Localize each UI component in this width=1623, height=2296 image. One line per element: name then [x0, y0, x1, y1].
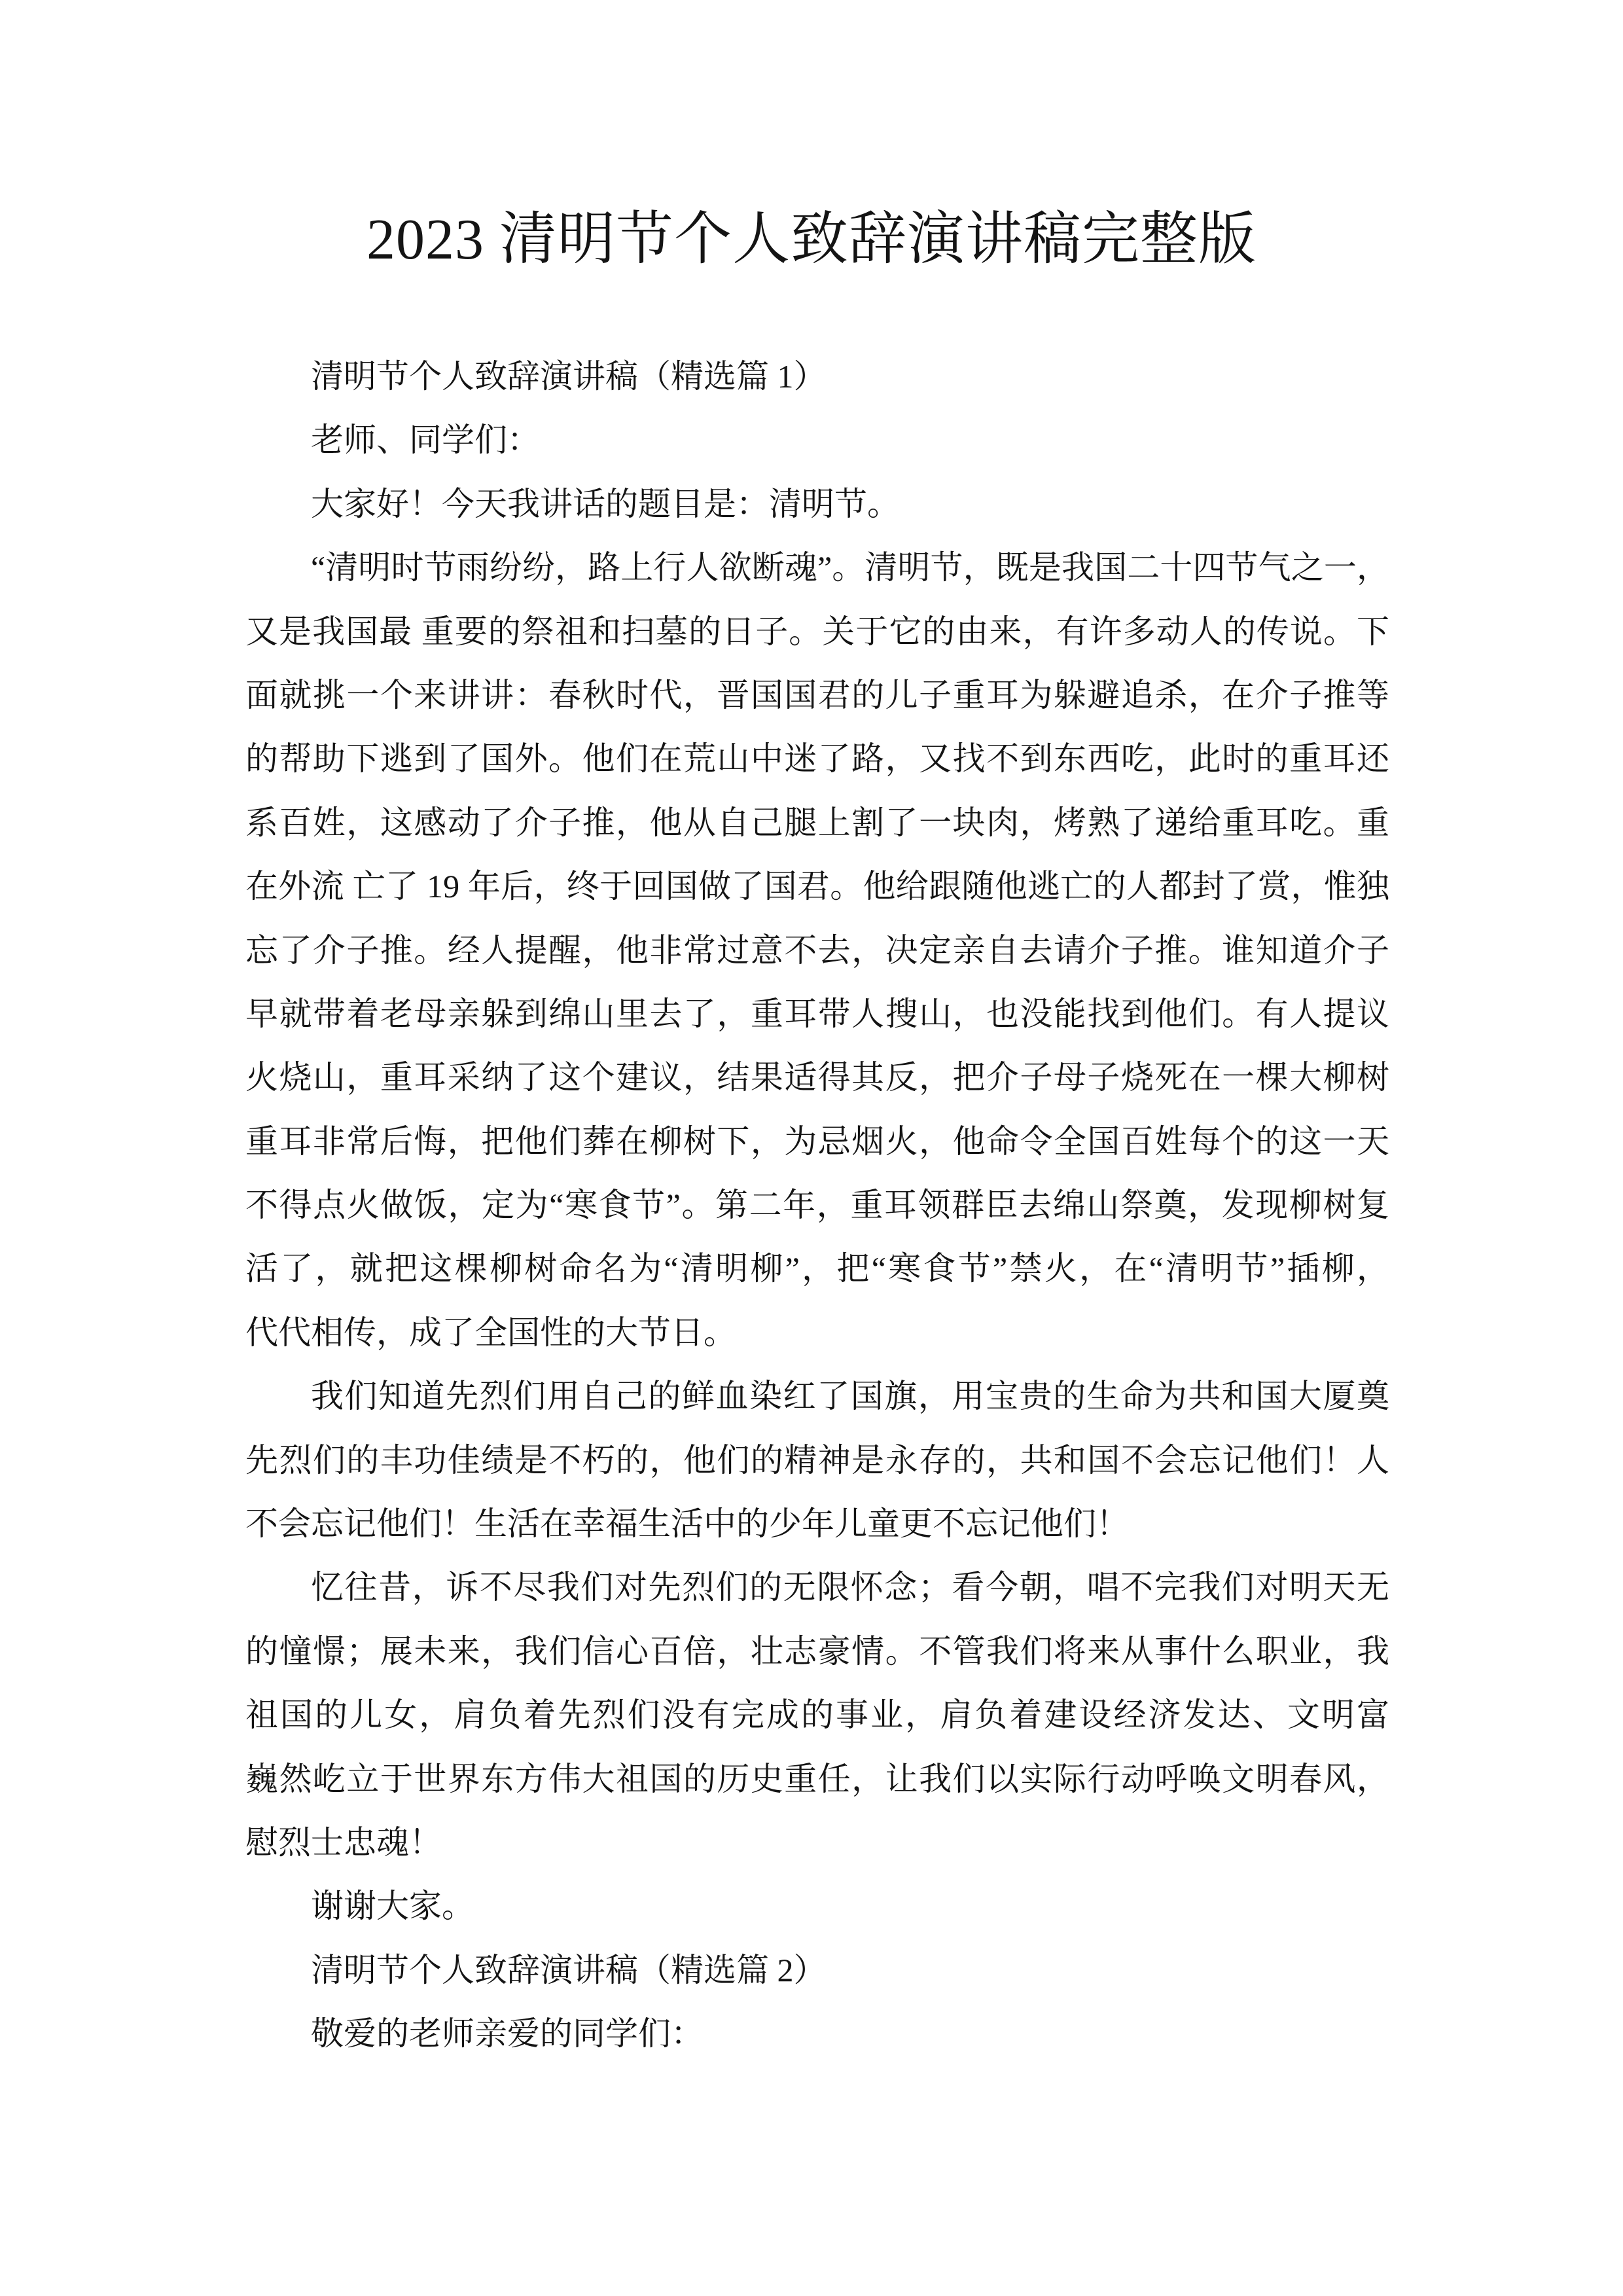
paragraph [245, 473, 1389, 536]
paragraph [245, 2002, 1389, 2066]
text-line: 忘了介子推。经人提醒，他非常过意不去，决定亲自去请介子推。谁知道介子 [245, 931, 1389, 969]
text-line: 敬爱的老师亲爱的同学们： [311, 2015, 704, 2053]
text-line: 清明节个人致辞演讲稿（精选篇 2） [311, 1951, 827, 1988]
paragraph [245, 1939, 1389, 2002]
text-line: 谢谢大家。 [311, 1888, 474, 1925]
text-line: 大家好！今天我讲话的题目是：清明节。 [311, 485, 900, 522]
paragraph [245, 1365, 1389, 1556]
paragraph [245, 536, 1389, 1365]
text-line: 火烧山，重耳采纳了这个建议，结果适得其反，把介子母子烧死在一棵大柳树 [245, 1059, 1389, 1096]
text-line: 不会忘记他们！生活在幸福生活中的少年儿童更不忘记他们！ [245, 1505, 1129, 1543]
text-line: 的憧憬；展未来，我们信心百倍，壮志豪情。不管我们将来从事什么职业，我 [245, 1632, 1389, 1670]
paragraph [245, 408, 1389, 472]
text-line: 我们知道先烈们用自己的鲜血染红了国旗，用宝贵的生命为共和国大厦奠 [311, 1378, 1389, 1415]
text-line: 的帮助下逃到了国外。他们在荒山中迷了路，又找不到东西吃，此时的重耳还 [245, 740, 1389, 778]
text-line: 代代相传，成了全国性的大节日。 [245, 1314, 736, 1351]
text-line: 活了，就把这棵柳树命名为“清明柳”，把“寒食节”禁火，在“清明节”插柳， [245, 1250, 1389, 1287]
text-line: 早就带着老母亲躲到绵山里去了，重耳带人搜山，也没能找到他们。有人提议 [245, 995, 1389, 1032]
text-line: 老师、同学们： [311, 422, 540, 459]
text-line: 在外流 亡了 19 年后，终于回国做了国君。他给跟随他逃亡的人都封了赏，惟独 [245, 868, 1389, 905]
paragraph [245, 345, 1389, 408]
text-line: 慰烈士忠魂！ [245, 1823, 442, 1861]
paragraph [245, 1556, 1389, 1874]
text-line: 祖国的儿女，肩负着先烈们没有完成的事业，肩负着建设经济发达、文明富 [245, 1696, 1389, 1734]
document-title: 2023 清明节个人致辞演讲稿完整版 [366, 208, 1257, 272]
text-line: 面就挑一个来讲讲：春秋时代，晋国国君的儿子重耳为躲避追杀，在介子推等 [245, 676, 1389, 713]
text-line: 巍然屹立于世界东方伟大祖国的历史重任，让我们以实际行动呼唤文明春风， [245, 1760, 1389, 1797]
text-line: 清明节个人致辞演讲稿（精选篇 1） [311, 358, 827, 395]
text-line: 又是我国最 重要的祭祖和扫墓的日子。关于它的由来，有许多动人的传说。下 [245, 613, 1389, 650]
paragraph [245, 1874, 1389, 1938]
text-line: “清明时节雨纷纷，路上行人欲断魂”。清明节，既是我国二十四节气之一， [311, 549, 1389, 586]
text-line: 忆往昔，诉不尽我们对先烈们的无限怀念；看今朝，唱不完我们对明天无 [311, 1569, 1389, 1606]
text-line: 系百姓，这感动了介子推，他从自己腿上割了一块肉，烤熟了递给重耳吃。重 [245, 804, 1389, 841]
document-body [245, 345, 1389, 2066]
text-line: 不得点火做饭，定为“寒食节”。第二年，重耳领群臣去绵山祭奠，发现柳树复 [245, 1187, 1389, 1224]
text-line: 先烈们的丰功佳绩是不朽的，他们的精神是永存的，共和国不会忘记他们！人 [245, 1441, 1389, 1479]
text-line: 重耳非常后悔，把他们葬在柳树下，为忌烟火，他命令全国百姓每个的这一天 [245, 1122, 1389, 1160]
